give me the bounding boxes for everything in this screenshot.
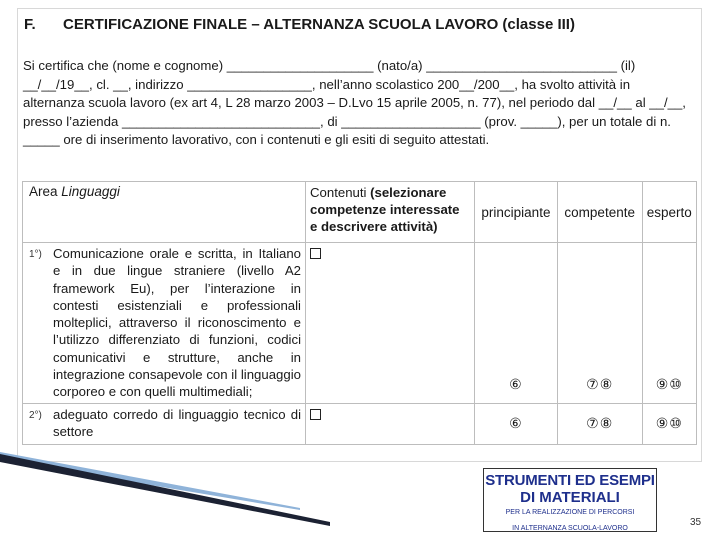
content-header-plain: Contenuti [310, 185, 367, 200]
content-cell [306, 403, 475, 444]
page-number: 35 [690, 517, 702, 528]
score-competente: ⑦⑧ [557, 403, 642, 444]
section-letter: F. [24, 16, 36, 33]
score-esperto: ⑨⑩ [642, 403, 696, 444]
row-description: adeguato corredo di linguaggio tecnico di settore [51, 403, 306, 444]
table-row [23, 243, 697, 404]
area-label: Area [29, 184, 58, 199]
row-description: Comunicazione orale e scritta, in Italiano e in due lingue straniere (livello A2 framework Eu), per l’interazione in contesti esistenziali e professionali molteplici, attraverso il riconoscimento e l’utilizzo differenziato di funzioni, codici comunicativi e strutture, anche in integrazione consapevole con il linguaggio corporeo e con quelli multimediali; [51, 243, 306, 404]
table-header-row [23, 182, 697, 243]
document-page [17, 8, 702, 462]
materials-badge [483, 468, 657, 532]
level-header-principiante: principiante [475, 182, 558, 243]
section-heading: CERTIFICAZIONE FINALE – ALTERNANZA SCUOLA LAVORO (classe III) [63, 16, 575, 33]
badge-line-1: STRUMENTI ED ESEMPI [485, 472, 655, 489]
checkbox[interactable] [310, 409, 321, 420]
score-principiante: ⑥ [475, 243, 558, 404]
badge-line-3: PER LA REALIZZAZIONE DI PERCORSI [505, 509, 635, 516]
badge-line-4: IN ALTERNANZA SCUOLA-LAVORO [512, 525, 628, 532]
content-header-bold: (selezionare competenze interessate e descrivere attività) [310, 185, 460, 234]
content-cell [306, 243, 475, 404]
score-competente: ⑦⑧ [557, 243, 642, 404]
checkbox[interactable] [310, 248, 321, 259]
area-header [23, 182, 306, 243]
score-principiante: ⑥ [475, 403, 558, 444]
swoosh-dark [0, 454, 330, 526]
content-header [306, 182, 475, 243]
table-row [23, 403, 697, 444]
area-name: Linguaggi [61, 184, 120, 199]
section-title [24, 16, 575, 33]
row-number: 1°) [23, 243, 52, 404]
level-header-esperto: esperto [642, 182, 696, 243]
score-esperto: ⑨⑩ [642, 243, 696, 404]
certification-paragraph: Si certifica che (nome e cognome) ____________________ (nato/a) __________________________ (il) __/__/19__, cl. __, indirizzo _________________, nell’anno scolastico 200__/200__, ha svolto attività in alternanza scuola lavoro (ex art 4, L 28 marzo 2003 – D.Lvo 15 aprile 2005, n. 77), nel periodo dal __/__ al __/__, presso l’azienda ___________________________, di ___________________ (prov. _____), per un totale di n. _____ ore di inserimento lavorativo, con i contenuti e gli esiti di seguito attestati. [23, 58, 690, 148]
row-number: 2°) [23, 403, 52, 444]
level-header-competente: competente [557, 182, 642, 243]
swoosh-blue [0, 452, 300, 510]
badge-line-2: DI MATERIALI [520, 489, 620, 506]
competence-table [22, 181, 697, 445]
